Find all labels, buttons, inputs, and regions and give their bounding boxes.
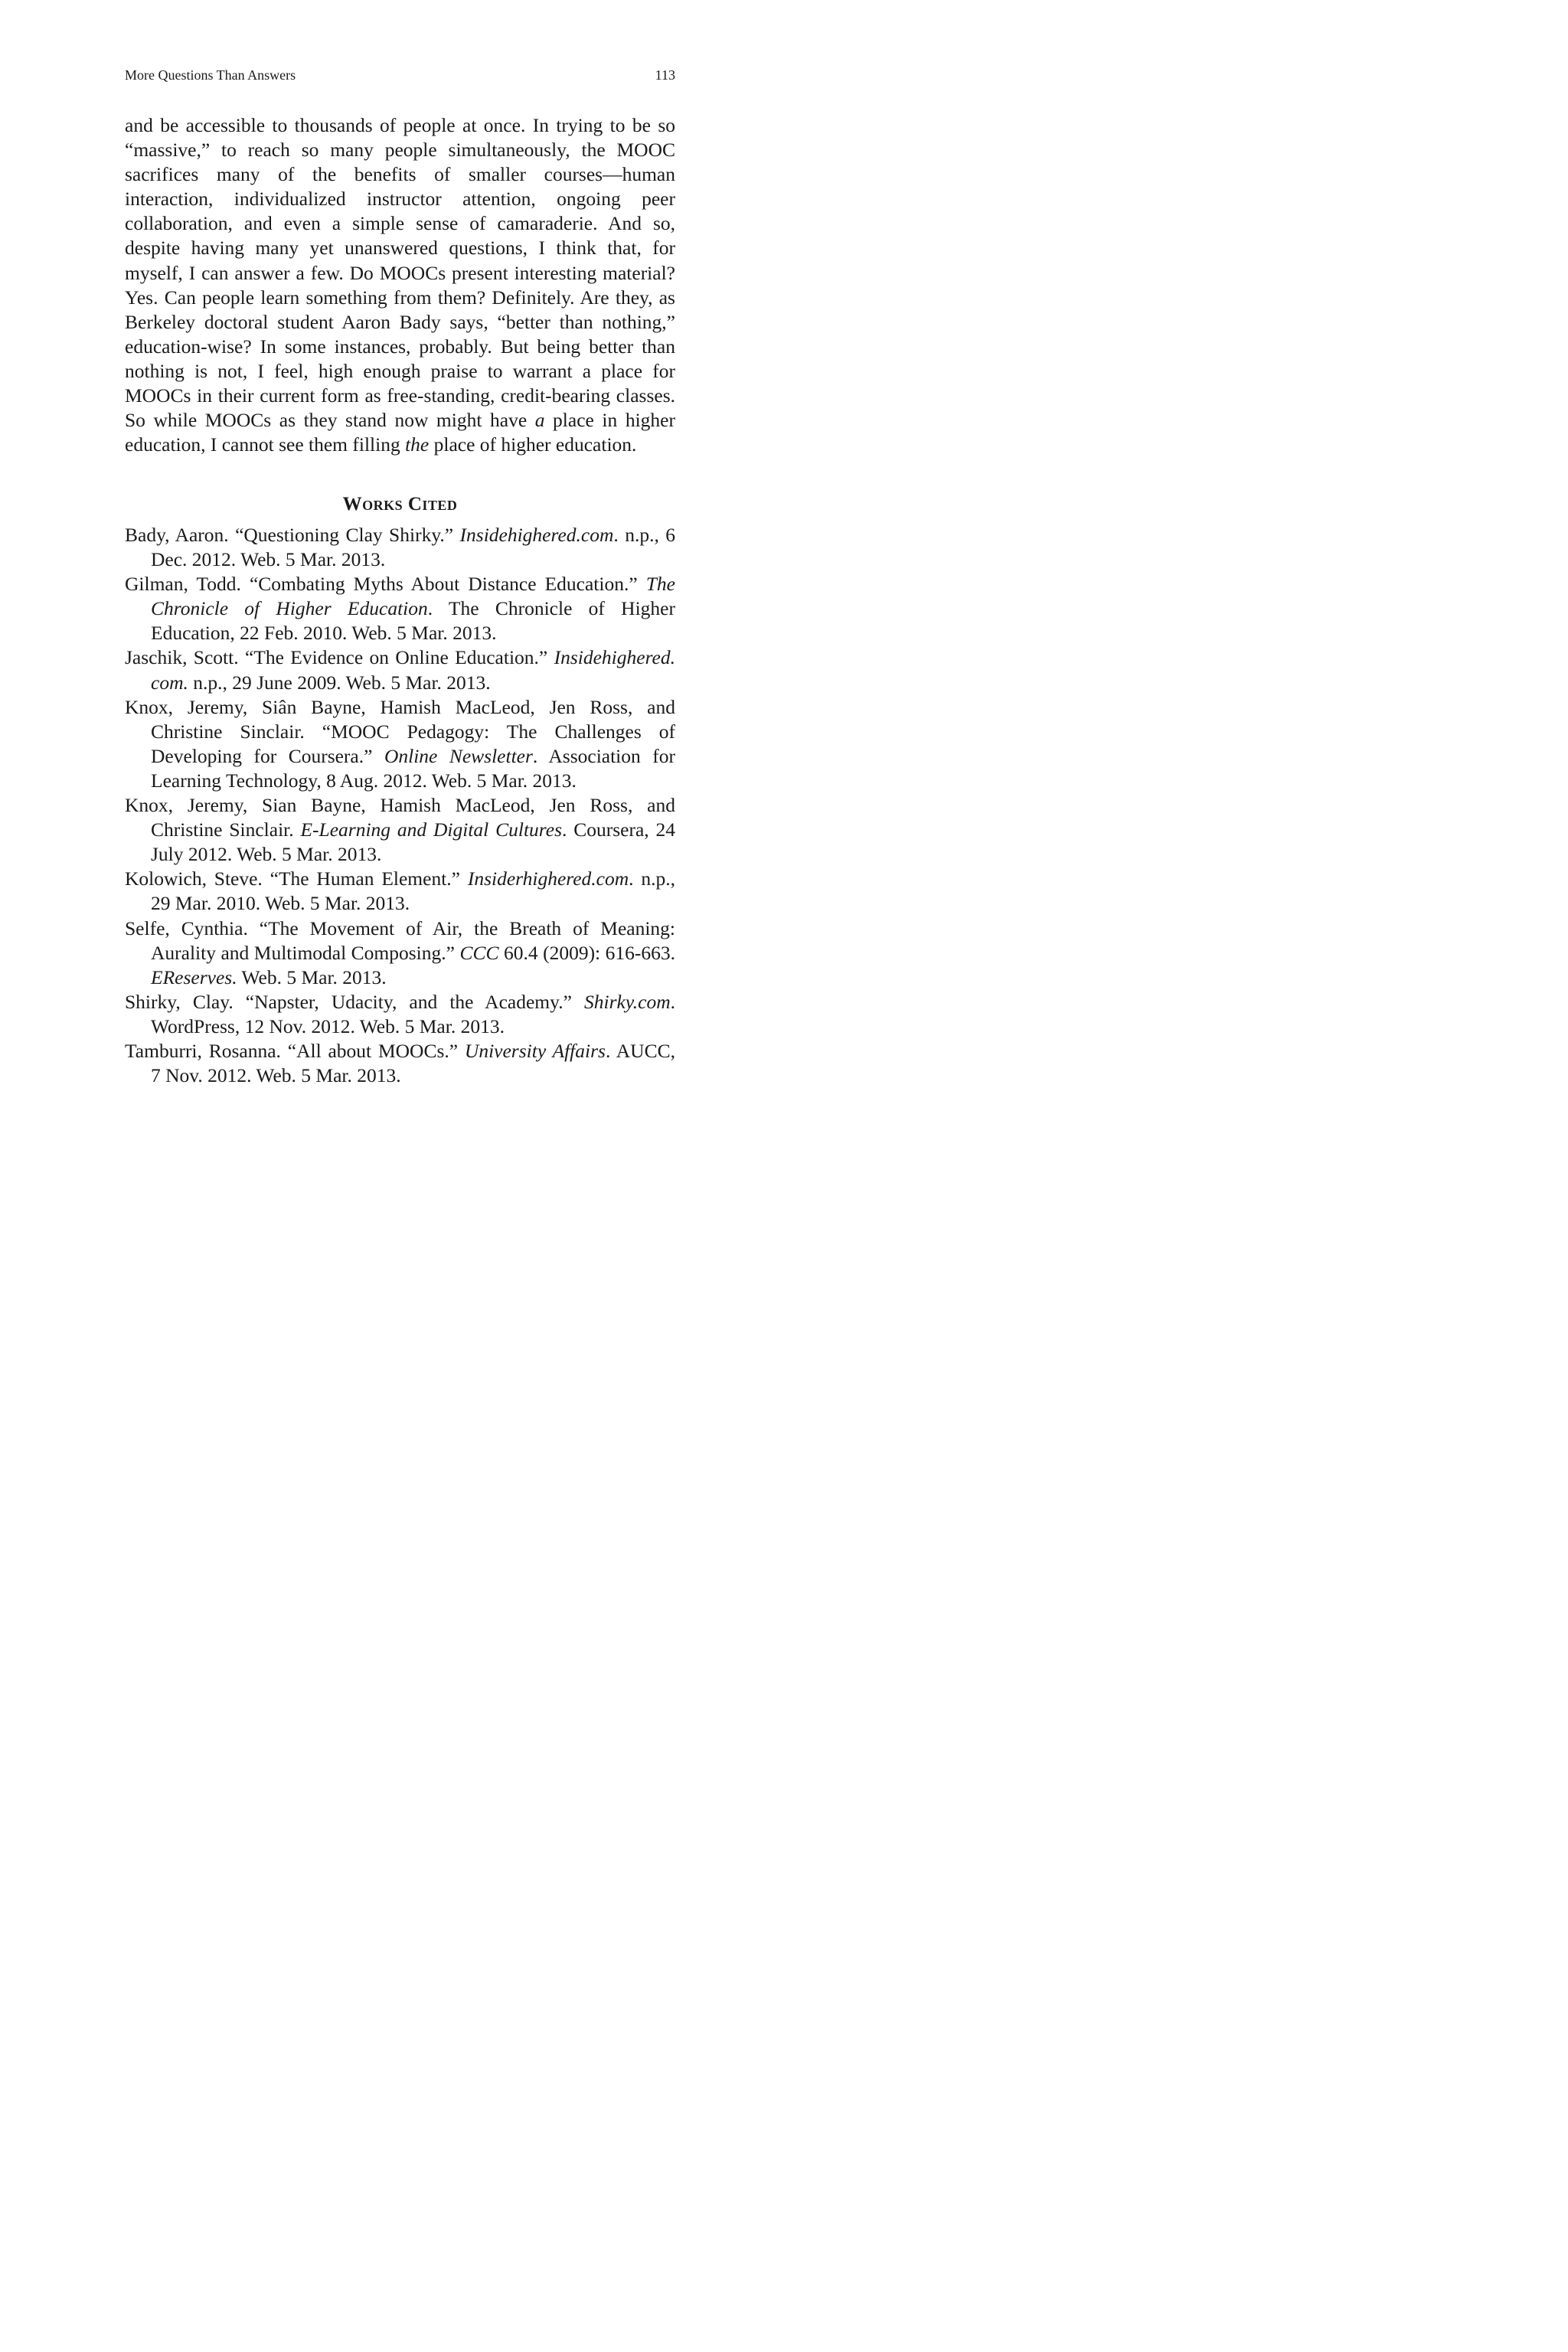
citation-title: E-Learning and Digital Cultures: [300, 818, 562, 841]
citation-text: . n.p., 29 Mar. 2010. Web. 5 Mar. 2013.: [151, 867, 676, 915]
works-cited-list: [125, 523, 675, 1088]
citation-text: . n.p., 6 Dec. 2012. Web. 5 Mar. 2013.: [151, 524, 675, 571]
citation-entry: [125, 793, 675, 867]
page-number: 113: [655, 67, 675, 83]
citation-entry: [125, 867, 675, 916]
book-page: [0, 0, 800, 1200]
body-text-segment: place in higher education, I cannot see them filling: [125, 409, 675, 456]
citation-title: Insidehighered.com: [459, 524, 614, 546]
citation-title: Online Newsletter: [384, 744, 533, 767]
running-header: [125, 66, 675, 84]
citation-title: The Chronicle of Higher Education: [151, 573, 675, 620]
body-text-segment: place of higher education.: [429, 433, 637, 456]
citation-entry: [125, 695, 675, 793]
citation-text: Knox, Jeremy, Sian Bayne, Hamish MacLeod, Jen Ross, and Christine Sinclair.: [125, 794, 675, 841]
citation-text: . Association for Learning Technology, 8 Aug. 2012. Web. 5 Mar. 2013.: [151, 744, 675, 792]
citation-text: . AUCC, 7 Nov. 2012. Web. 5 Mar. 2013.: [151, 1039, 675, 1087]
citation-text: Kolowich, Steve. “The Human Element.”: [125, 867, 468, 890]
citation-title: EReserves.: [151, 965, 237, 988]
running-title: More Questions Than Answers: [125, 67, 296, 83]
citation-entry: [125, 645, 675, 694]
citation-text: . WordPress, 12 Nov. 2012. Web. 5 Mar. 2013.: [151, 990, 675, 1037]
emphasis-a: a: [534, 409, 545, 432]
citation-text: Selfe, Cynthia. “The Movement of Air, the Breath of Meaning: Aurality and Multimodal Composing.”: [125, 916, 675, 964]
citation-text: . The Chronicle of Higher Education, 22 Feb. 2010. Web. 5 Mar. 2013.: [151, 597, 675, 645]
body-text-segment: and be accessible to thousands of people at once. In trying to be so “massive,” to reach so many people simultaneously, the MOOC sacrifices many of the benefits of smaller courses—human interaction, individualized instructor attention, ongoing peer collaboration, and even a simple sense of camaraderie. And so, despite having many yet unanswered questions, I think that, for myself, I can answer a few. Do MOOCs present interesting material? Yes. Can people learn something from them? Definitely. Are they, as Berkeley doctoral student Aaron Bady says, “better than nothing,” education-wise? In some instances, probably. But being better than nothing is not, I feel, high enough praise to warrant a place for MOOCs in their current form as free-standing, credit-bearing classes. So while MOOCs as they stand now might have: [125, 114, 675, 432]
citation-text: n.p., 29 June 2009. Web. 5 Mar. 2013.: [188, 671, 491, 694]
citation-title: Insiderhighered.com: [467, 867, 629, 890]
citation-entry: [125, 572, 675, 645]
emphasis-the: the: [405, 433, 430, 456]
works-cited-heading: Works Cited: [342, 494, 458, 514]
citation-title: Shirky.com: [584, 990, 671, 1013]
body-paragraph: [125, 113, 675, 457]
citation-text: 60.4 (2009): 616-663.: [498, 941, 675, 964]
citation-title: Insidehighered. com.: [151, 646, 675, 694]
citation-entry: [125, 523, 675, 572]
citation-text: Tamburri, Rosanna. “All about MOOCs.”: [125, 1039, 465, 1062]
citation-text: Shirky, Clay. “Napster, Udacity, and the Academy.”: [125, 990, 585, 1013]
citation-text: Web. 5 Mar. 2013.: [237, 965, 387, 988]
citation-text: Knox, Jeremy, Siân Bayne, Hamish MacLeod, Jen Ross, and Christine Sinclair. “MOOC Pedagogy: The Challenges of Developing for Coursera.”: [125, 695, 675, 767]
citation-entry: [125, 1039, 675, 1088]
citation-title: CCC: [459, 941, 499, 964]
citation-text: Jaschik, Scott. “The Evidence on Online Education.”: [125, 646, 554, 669]
citation-text: Gilman, Todd. “Combating Myths About Distance Education.”: [125, 573, 646, 596]
citation-text: . Coursera, 24 July 2012. Web. 5 Mar. 2013.: [151, 818, 675, 866]
citation-title: University Affairs: [464, 1039, 606, 1062]
citation-text: Bady, Aaron. “Questioning Clay Shirky.”: [125, 524, 460, 546]
citation-entry: [125, 916, 675, 990]
citation-entry: [125, 990, 675, 1039]
